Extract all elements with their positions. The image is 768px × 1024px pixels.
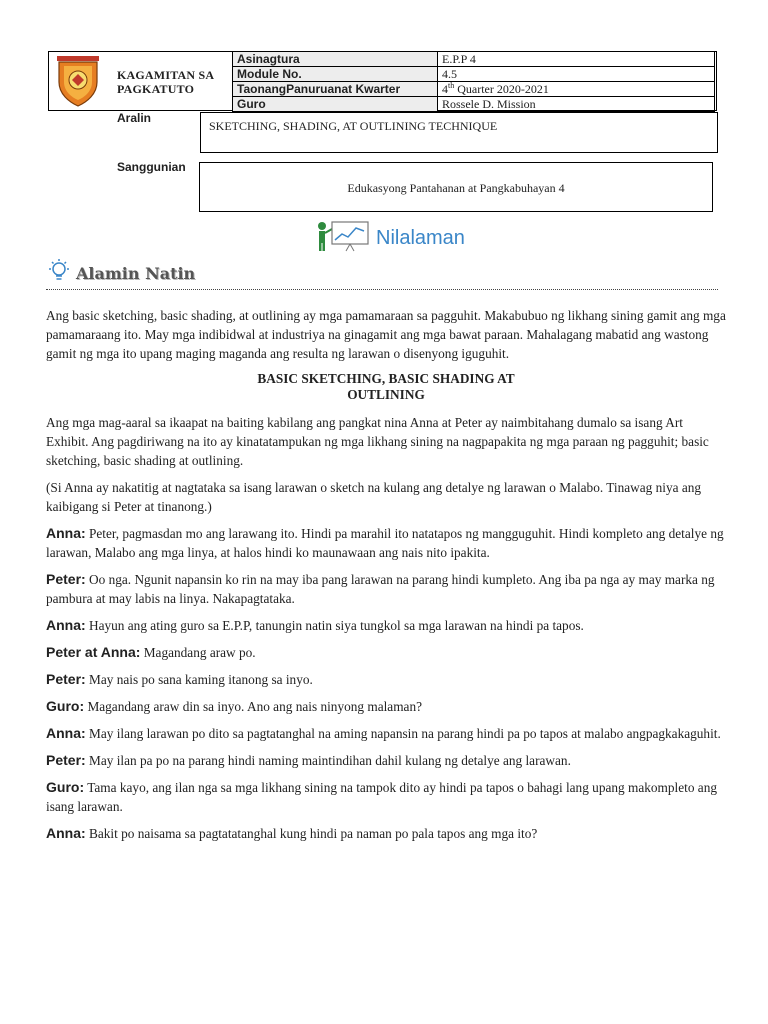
dialogue-line — [46, 524, 726, 562]
row-guro — [233, 97, 715, 112]
aralin-box — [200, 112, 718, 153]
module-value: 4.5 — [438, 67, 715, 82]
module-label: Module No. — [233, 67, 438, 82]
section-heading — [46, 371, 726, 403]
kagamitan-line2: PAGKATUTO — [117, 82, 195, 96]
kagamitan-line1: KAGAMITAN SA — [117, 68, 215, 82]
dialogue-line — [46, 697, 726, 716]
dialogue-line — [46, 570, 726, 608]
row-module — [233, 67, 715, 82]
nilalaman-heading — [314, 222, 465, 254]
dialogue-text: May ilang larawan po dito sa pagtatanghal na aming napansin na parang hindi pa po tapos at malabo angpagkakaguhit. — [89, 726, 721, 741]
school-logo — [53, 54, 103, 108]
dialogue-text: Magandang araw po. — [143, 645, 256, 660]
speaker: Peter: — [46, 671, 86, 687]
dialogue-text: Tama kayo, ang ilan nga sa mga likhang sining na tampok dito ay hindi pa tapos o bahagi lang upang makompleto ang isang larawan. — [46, 780, 717, 814]
dialogue-text: Bakit po naisama sa pagtatatanghal kung hindi pa naman po pala tapos ang mga ito? — [89, 826, 538, 841]
sanggunian-value: Edukasyong Pantahanan at Pangkabuhayan 4 — [347, 181, 565, 195]
heading-line2: OUTLINING — [347, 387, 425, 402]
speaker: Anna: — [46, 617, 86, 633]
kagamitan-title — [117, 68, 214, 96]
teacher-presentation-icon — [314, 220, 370, 257]
dialogue-line — [46, 724, 726, 743]
row-taon — [233, 82, 715, 97]
speaker: Peter at Anna: — [46, 644, 141, 660]
guro-value: Rossele D. Mission — [438, 97, 715, 112]
dialogue-line — [46, 778, 726, 816]
speaker: Peter: — [46, 752, 86, 768]
speaker: Guro: — [46, 698, 85, 714]
taon-label: TaonangPanuruanat Kwarter — [233, 82, 438, 97]
speaker: Anna: — [46, 525, 86, 541]
quarter-num: 4 — [442, 82, 448, 96]
story-paragraph: Ang mga mag-aaral sa ikaapat na baiting kabilang ang pangkat nina Anna at Peter ay naimbitahang dumalo sa isang Art Exhibit. Ang pagdiriwang na ito ay kinatatampukan ng mga likhang sining na nagpapakita ng mga paraan ng pagguhit; basic sketching, basic shading at outlining. — [46, 415, 709, 468]
dialogue-text: May nais po sana kaming itanong sa inyo. — [89, 672, 313, 687]
alamin-label: Alamin Natin — [76, 264, 196, 283]
dotted-separator — [46, 289, 718, 290]
module-info-table — [232, 51, 715, 112]
intro-paragraph: Ang basic sketching, basic shading, at outlining ay mga pamamaraan sa pagguhit. Makabubuo ng likhang sining gamit ang mga pamamaraang ito. May mga indibidwal at industriya na ginagamit ang mga bawat paraan. Mahalagang mabatid ang wastong gamit ng mga ito upang maging maganda ang resulta ng larawan o disenyong iguguhit. — [46, 308, 726, 361]
dialogue-line — [46, 670, 726, 689]
scene-paragraph: (Si Anna ay nakatitig at nagtataka sa isang larawan o sketch na kulang ang detalye ng larawan o Malabo. Tinawag niya ang kaibigang si Peter at tinanong.) — [46, 480, 702, 514]
dialogue-text: Hayun ang ating guro sa E.P.P, tanungin natin siya tungkol sa mga larawan na hindi pa tapos. — [89, 618, 584, 633]
speaker: Guro: — [46, 779, 85, 795]
dialogue-line — [46, 824, 726, 843]
sanggunian-label: Sanggunian — [117, 160, 186, 174]
dialogue-text: May ilan pa po na parang hindi naming maintindihan dahil kulang ng detalye ang larawan. — [89, 753, 571, 768]
speaker: Anna: — [46, 825, 86, 841]
lightbulb-icon — [46, 258, 72, 289]
speaker: Peter: — [46, 571, 86, 587]
heading-line1: BASIC SKETCHING, BASIC SHADING AT — [257, 371, 515, 386]
row-asignatura — [233, 52, 715, 67]
dialogue-line — [46, 616, 726, 635]
aralin-label: Aralin — [117, 111, 152, 125]
nilalaman-label: Nilalaman — [376, 226, 465, 249]
taon-value — [438, 82, 715, 97]
alamin-heading — [46, 258, 195, 289]
dialogue-line — [46, 643, 726, 662]
dialogue-text: Peter, pagmasdan mo ang larawang ito. Hindi pa marahil ito natatapos ng mangguguhit. Hindi kompleto ang detalye ng larawan, Malabo ang mga linya, at halos hindi ko maunawaan ang nais nito ipakita. — [46, 526, 724, 560]
lesson-body — [46, 306, 726, 851]
guro-label: Guro — [233, 97, 438, 112]
quarter-rest: Quarter 2020-2021 — [454, 82, 549, 96]
sanggunian-box — [199, 162, 713, 212]
quarter-sup: th — [448, 81, 455, 90]
asignatura-value: E.P.P 4 — [438, 52, 715, 67]
dialogue-line — [46, 751, 726, 770]
speaker: Anna: — [46, 725, 86, 741]
dialogue-text: Magandang araw din sa inyo. Ano ang nais ninyong malaman? — [87, 699, 422, 714]
aralin-value: SKETCHING, SHADING, AT OUTLINING TECHNIQUE — [209, 119, 498, 133]
dialogue-text: Oo nga. Ngunit napansin ko rin na may iba pang larawan na parang hindi kumpleto. Ang iba pa nga ay may marka ng pambura at may labis na linya. Nakapagtataka. — [46, 572, 715, 606]
asignatura-label: Asinagtura — [233, 52, 438, 67]
